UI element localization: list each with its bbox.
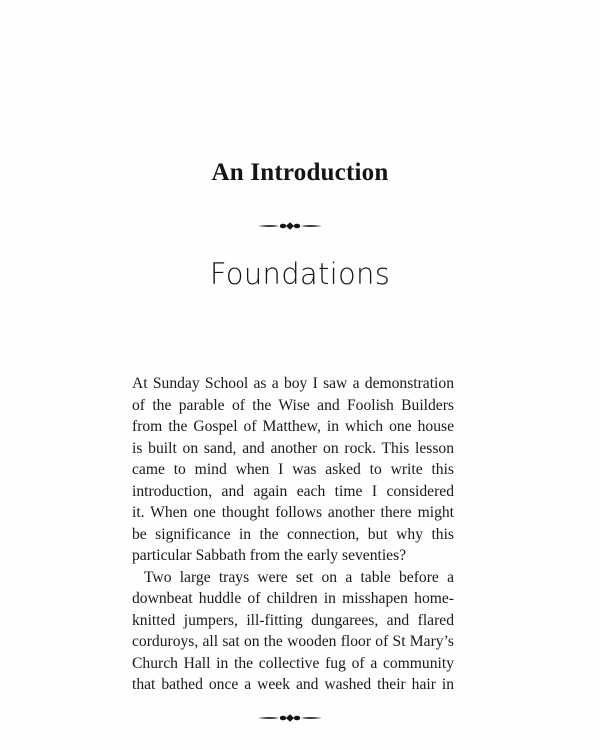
text-line: that bathed once a week and washed their hair in — [132, 676, 454, 693]
text-line: be significance in the connection, but why this — [132, 525, 454, 543]
text-line: Two large trays were set on a table before a — [144, 568, 454, 586]
text-line: downbeat huddle of children in misshapen home- — [132, 590, 454, 607]
text-line: particular Sabbath from the early seventies? — [132, 547, 407, 564]
chapter-subtitle: Foundations — [209, 257, 391, 291]
ornament-divider-icon — [257, 221, 323, 231]
text-line: it. When one thought follows another there might — [132, 504, 454, 521]
text-line: introduction, and again each time I considered — [132, 482, 454, 500]
chapter-heading: An Introduction — [211, 159, 389, 186]
text-line: is built on sand, and another on rock. This lesson — [132, 439, 454, 457]
text-line: At Sunday School as a boy I saw a demonstration — [132, 375, 454, 392]
text-line: of the parable of the Wise and Foolish Builders — [132, 396, 454, 414]
text-line: knitted jumpers, ill-fitting dungarees, and flared — [132, 611, 454, 629]
text-line: Church Hall in the collective fug of a community — [132, 654, 454, 672]
ornament-divider-icon — [257, 713, 323, 723]
text-line: from the Gospel of Matthew, in which one house — [132, 418, 454, 435]
body-text — [132, 373, 454, 696]
text-line: came to mind when I was asked to write this — [132, 461, 454, 478]
text-line: corduroys, all sat on the wooden floor of St Mary’s — [132, 633, 454, 650]
